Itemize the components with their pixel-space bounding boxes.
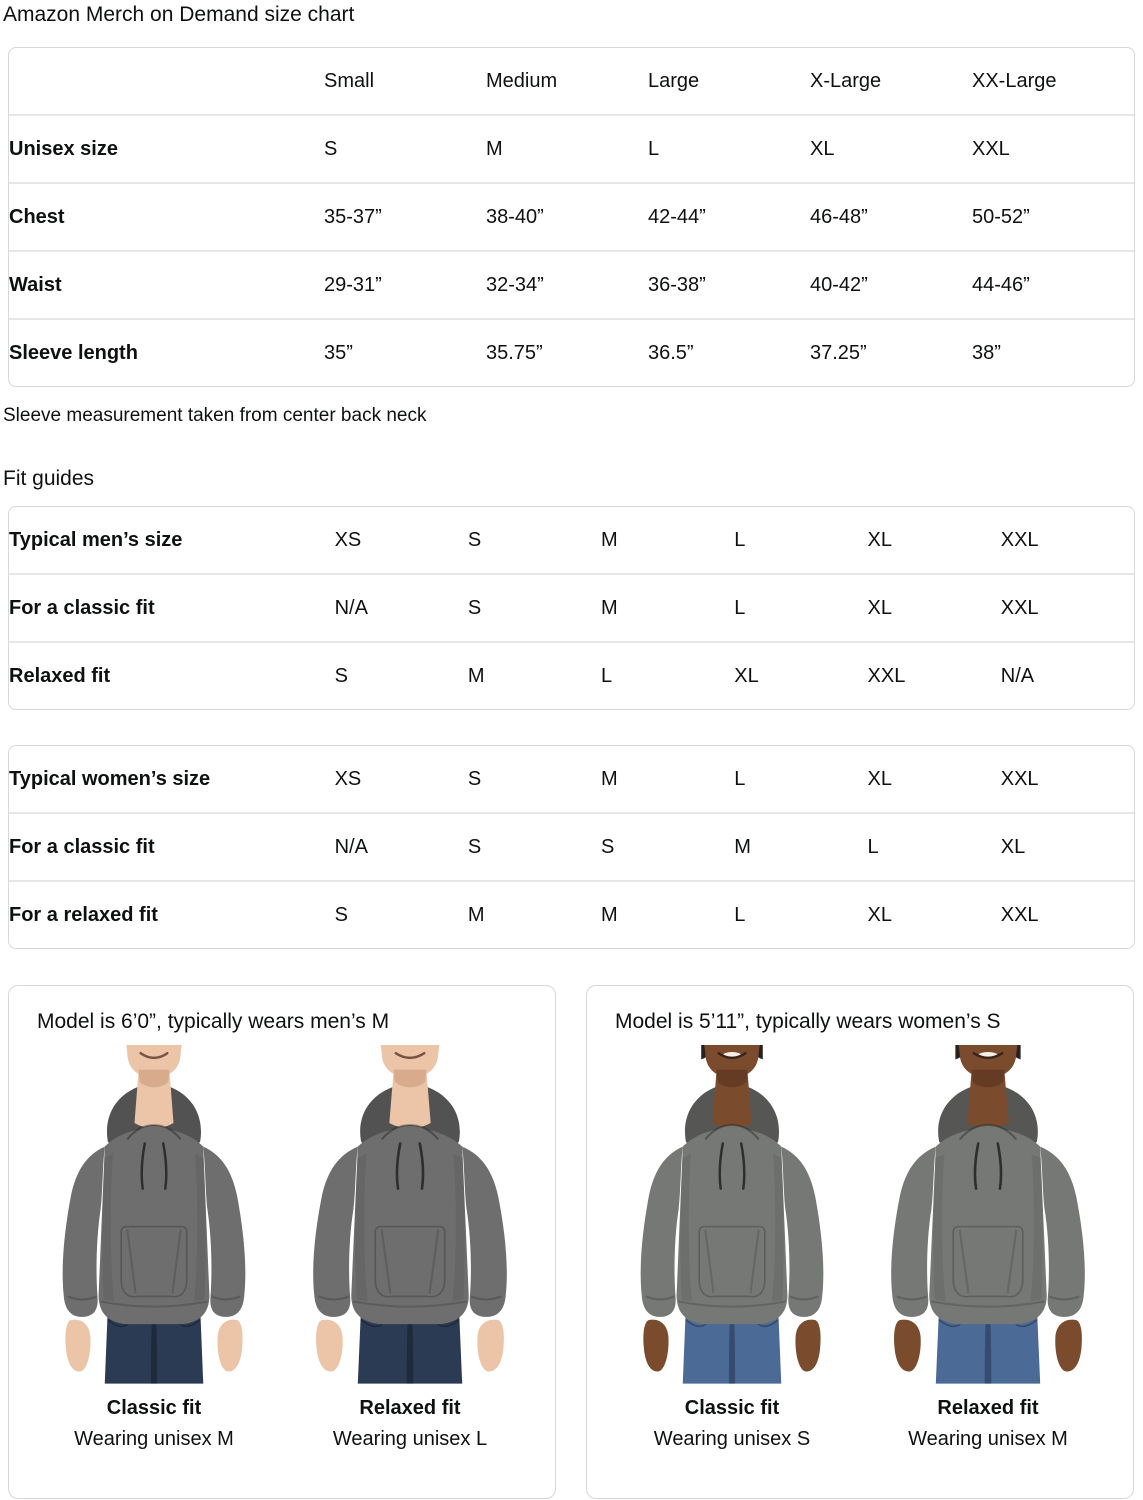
female-model-relaxed-photo [870,1045,1106,1384]
size-cell: S [335,880,468,948]
size-cell: N/A [1001,641,1134,709]
wearing-label: Wearing unisex S [653,1427,811,1450]
size-cell: 35” [324,318,486,386]
fit-guides-heading: Fit guides [3,467,95,490]
male-model-relaxed-photo [292,1045,528,1384]
table-row-classic-fit [9,812,1134,880]
size-cell: L [601,641,734,709]
size-cell: 46-48” [810,182,972,250]
table-row-sleeve-length [9,318,1134,386]
size-cell: S [324,114,486,182]
wearing-label: Wearing unisex L [332,1427,488,1450]
size-cell: 44-46” [972,250,1134,318]
size-cell: 32-34” [486,250,648,318]
size-cell: L [734,529,746,551]
size-cell: XL [868,880,1001,948]
size-cell: XXL [1000,529,1039,551]
model-figure-relaxed [285,1045,535,1451]
size-cell: M [601,768,618,790]
row-label: Waist [9,250,324,318]
size-cell: S [467,768,482,790]
size-cell: XXL [868,641,1001,709]
size-cell: 50-52” [972,182,1134,250]
column-header-large: Large [648,70,700,92]
page-title: Amazon Merch on Demand size chart [3,3,355,26]
table-row-relaxed-fit [9,641,1134,709]
row-label: For a classic fit [9,812,335,880]
size-cell: 35-37” [324,182,486,250]
column-header-small: Small [324,70,375,92]
size-cell: M [486,114,648,182]
size-cell: S [467,529,482,551]
column-header-medium: Medium [486,70,558,92]
fit-label: Classic fit [106,1396,202,1419]
size-cell: 36.5” [648,318,810,386]
size-cell: M [601,529,618,551]
table-row-relaxed-fit [9,880,1134,948]
womens-fit-table [8,745,1135,949]
size-cell: S [468,812,601,880]
size-cell: M [601,880,734,948]
row-label: For a relaxed fit [9,880,335,948]
column-header-x-large: X-Large [810,70,882,92]
size-cell: 42-44” [648,182,810,250]
size-cell: XXL [1001,880,1134,948]
size-cell: L [734,768,746,790]
mens-model-card [8,985,556,1499]
row-label: Typical men’s size [9,529,183,551]
model-figure-classic [607,1045,857,1451]
table-row-typical-mens-size [9,507,1134,573]
model-cards [8,985,1135,1499]
corner-cell [9,48,324,114]
size-cell: 38-40” [486,182,648,250]
size-cell: XL [810,114,972,182]
row-label: For a classic fit [9,573,335,641]
size-cell: XL [867,529,892,551]
size-cell: 40-42” [810,250,972,318]
card-title: Model is 5’11”, typically wears women’s S [615,1010,1001,1033]
size-cell: M [734,812,867,880]
size-chart-table [8,47,1135,387]
size-cell: 37.25” [810,318,972,386]
size-cell: M [601,573,734,641]
model-figures [23,1045,541,1451]
size-cell: XL [868,573,1001,641]
model-figure-relaxed [863,1045,1113,1451]
model-figure-classic [29,1045,279,1451]
size-cell: XL [734,641,867,709]
row-label: Chest [9,182,324,250]
card-title: Model is 6’0”, typically wears men’s M [37,1010,390,1033]
sleeve-measurement-note: Sleeve measurement taken from center back neck [3,405,427,426]
wearing-label: Wearing unisex M [908,1427,1068,1450]
size-cell: XL [1001,812,1134,880]
table-row-waist [9,250,1134,318]
wearing-label: Wearing unisex M [74,1427,234,1450]
size-chart-header-row [9,48,1134,114]
table-row-typical-womens-size [9,746,1134,812]
size-cell: S [601,812,734,880]
womens-model-card [586,985,1134,1499]
size-cell: M [468,880,601,948]
mens-fit-table [8,506,1135,710]
size-cell: 38” [972,318,1134,386]
row-label: Relaxed fit [9,641,335,709]
fit-label: Classic fit [684,1396,780,1419]
size-cell: 36-38” [648,250,810,318]
row-label: Sleeve length [9,318,324,386]
size-cell: L [734,880,867,948]
size-cell: S [335,641,468,709]
size-cell: 29-31” [324,250,486,318]
male-model-classic-photo [36,1045,272,1384]
size-cell: L [648,114,810,182]
size-cell: XL [867,768,892,790]
size-cell: S [468,573,601,641]
size-cell: L [734,573,867,641]
size-cell: N/A [335,812,468,880]
size-cell: L [868,812,1001,880]
size-cell: N/A [335,573,468,641]
fit-label: Relaxed fit [359,1396,461,1419]
size-cell: M [468,641,601,709]
row-label: Unisex size [9,114,324,182]
size-cell: XS [334,768,362,790]
row-label: Typical women’s size [9,768,211,790]
table-row-unisex-size [9,114,1134,182]
size-cell: XXL [1001,573,1134,641]
table-row-chest [9,182,1134,250]
size-cell: XS [334,529,362,551]
column-header-xx-large: XX-Large [972,70,1057,92]
fit-label: Relaxed fit [937,1396,1039,1419]
size-cell: XXL [972,114,1134,182]
size-cell: XXL [1000,768,1039,790]
model-figures [601,1045,1119,1451]
female-model-classic-photo [614,1045,850,1384]
size-cell: 35.75” [486,318,648,386]
table-row-classic-fit [9,573,1134,641]
